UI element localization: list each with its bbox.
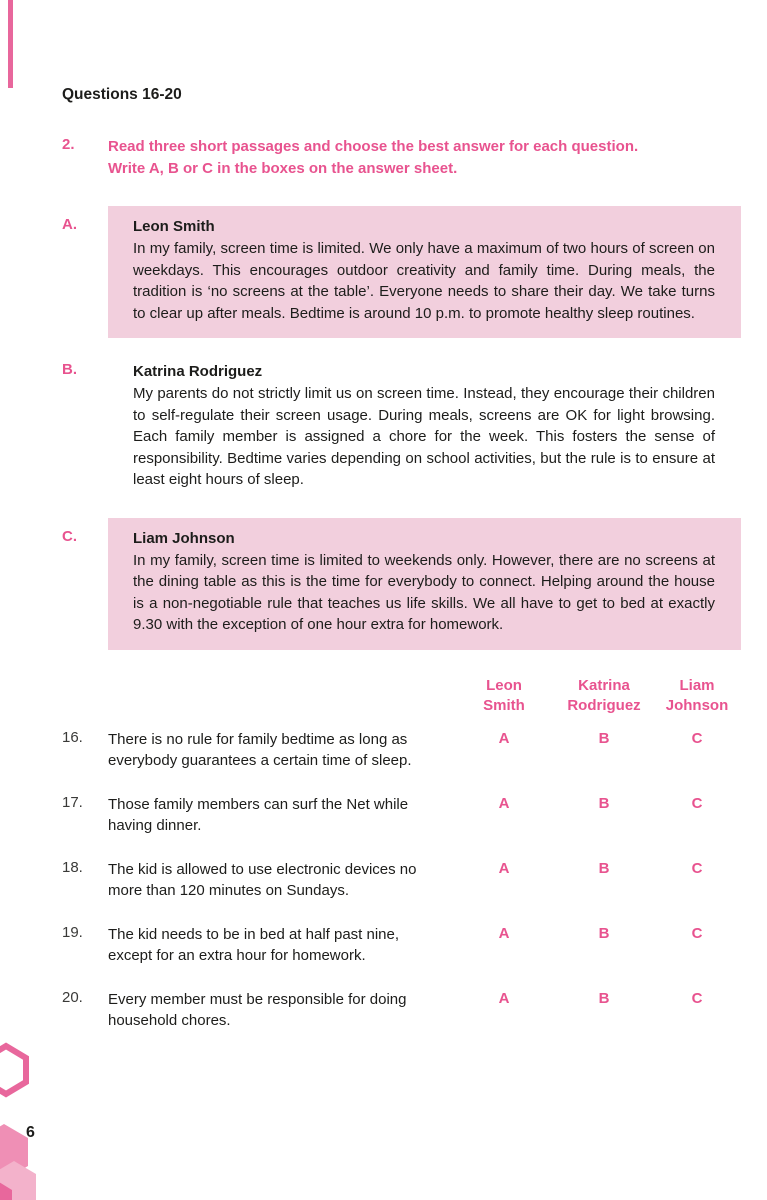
question-text: Those family members can surf the Net while having dinner. xyxy=(108,795,409,834)
column-header-liam-johnson: Liam Johnson xyxy=(665,676,729,714)
passage-c xyxy=(62,518,741,650)
passage-b-text: My parents do not strictly limit us on screen time. Instead, they encourage their children to self-regulate their screen usage. During meals, screens are OK for light browsing. Each family member is assigned a chore for the week. This fosters the sense of responsibility. Bedtime varies depending on school activities, but the rule is to ensure at least eight hours of sleep. xyxy=(133,385,715,488)
question-text: The kid needs to be in bed at half past nine, except for an extra hour for homework. xyxy=(108,925,400,964)
passage-b-label: B. xyxy=(62,361,77,378)
decorative-hexagons xyxy=(0,1040,80,1200)
passage-c-text: In my family, screen time is limited to weekends only. However, there are no screens at the dining table as this is the time for everybody to connect. Helping around the house is a non-negotiable rule that teaches us life skills. We all have to get to bed at exactly 9.30 with the exception of one hour extra for homework. xyxy=(133,551,715,633)
option-b: B xyxy=(598,794,610,812)
passage-a-box xyxy=(108,206,741,338)
question-number: 19. xyxy=(62,923,83,941)
task-instruction-line2: Write A, B or C in the boxes on the answer sheet. xyxy=(108,160,458,177)
header-spacer xyxy=(62,676,454,716)
question-text: Every member must be responsible for doing household chores. xyxy=(108,990,407,1029)
option-a: A xyxy=(498,729,510,747)
passage-a xyxy=(62,206,741,338)
task-instruction-line1: Read three short passages and choose the best answer for each question. xyxy=(108,138,639,155)
passage-c-box xyxy=(108,518,741,650)
question-number: 17. xyxy=(62,793,83,811)
option-a: A xyxy=(498,859,510,877)
answer-table xyxy=(62,676,741,1032)
passage-a-name: Leon Smith xyxy=(133,218,215,235)
passage-b xyxy=(62,351,741,505)
passage-c-name: Liam Johnson xyxy=(133,529,235,547)
option-c: C xyxy=(691,729,703,747)
page-content xyxy=(62,86,741,1054)
passage-a-label: A. xyxy=(62,216,77,233)
task-number: 2. xyxy=(62,136,75,153)
option-b: B xyxy=(598,859,610,877)
option-b: B xyxy=(598,989,610,1007)
task-instruction xyxy=(108,136,638,180)
option-c: C xyxy=(691,924,703,942)
option-a: A xyxy=(498,924,510,942)
column-header-katrina-rodriguez: Katrina Rodriguez xyxy=(567,676,641,714)
question-row-17 xyxy=(62,794,741,837)
option-a: A xyxy=(498,794,510,812)
page-number: 6 xyxy=(26,1124,35,1141)
question-number: 16. xyxy=(62,728,83,746)
option-c: C xyxy=(691,989,703,1007)
passage-b-box xyxy=(108,351,741,505)
option-c: C xyxy=(691,794,703,812)
accent-bar xyxy=(8,0,13,88)
question-row-19 xyxy=(62,924,741,967)
question-text: The kid is allowed to use electronic devices no more than 120 minutes on Sundays. xyxy=(108,860,417,899)
question-text: There is no rule for family bedtime as long as everybody guarantees a certain time of sleep. xyxy=(108,730,412,769)
answer-table-header xyxy=(62,676,741,716)
option-b: B xyxy=(598,729,610,747)
question-number: 20. xyxy=(62,988,83,1006)
passage-a-text: In my family, screen time is limited. We only have a maximum of two hours of screen on weekdays. This encourages outdoor creativity and family time. During meals, the tradition is ‘no screens at the table’. Everyone needs to share their day. We take turns to clear up after meals. Bedtime is around 10 p.m. to promote healthy sleep routines. xyxy=(133,240,715,322)
passage-b-name: Katrina Rodriguez xyxy=(133,363,263,380)
question-row-16 xyxy=(62,729,741,772)
question-row-18 xyxy=(62,859,741,902)
passage-c-label: C. xyxy=(62,527,77,545)
option-b: B xyxy=(598,924,610,942)
column-header-leon-smith: Leon Smith xyxy=(483,676,525,714)
task-instruction-row xyxy=(62,136,741,180)
section-title: Questions 16-20 xyxy=(62,86,182,103)
option-a: A xyxy=(498,989,510,1007)
question-row-20 xyxy=(62,989,741,1032)
option-c: C xyxy=(691,859,703,877)
question-number: 18. xyxy=(62,858,83,876)
